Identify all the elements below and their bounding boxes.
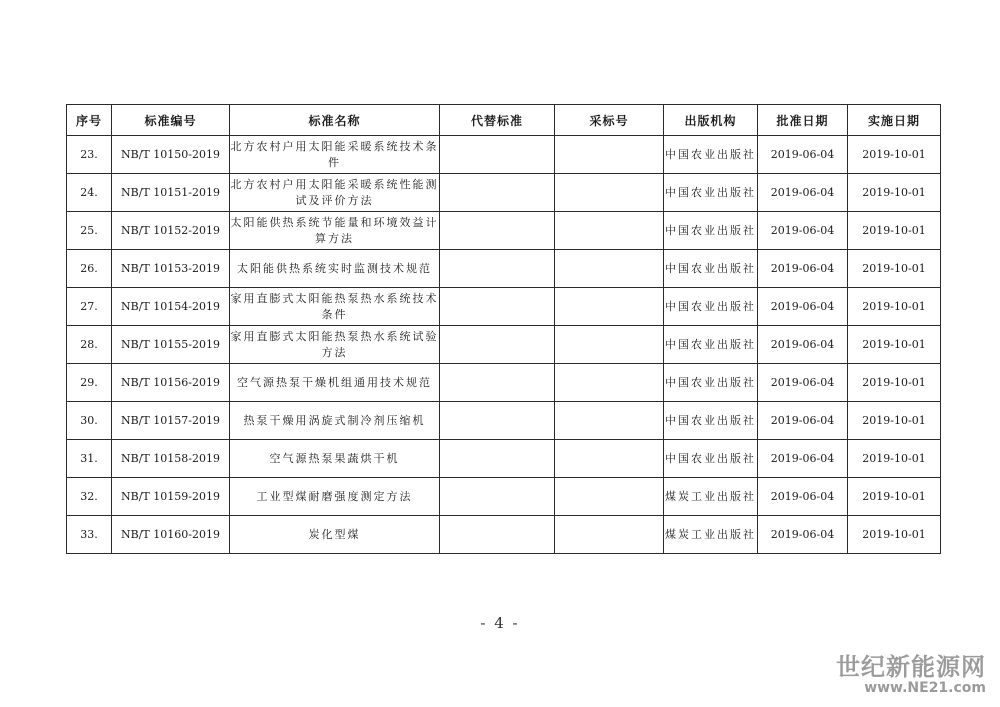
effective-date-cell: 2019-10-01 (848, 478, 941, 516)
serial-cell: 32. (67, 478, 112, 516)
replaces-cell (440, 250, 555, 288)
table-row (67, 326, 941, 364)
code-cell: NB/T 10151-2019 (112, 174, 230, 212)
name-cell: 空气源热泵干燥机组通用技术规范 (230, 364, 440, 402)
publisher-cell: 中国农业出版社 (664, 136, 758, 174)
approved-date-cell: 2019-06-04 (758, 440, 848, 478)
replaces-cell (440, 402, 555, 440)
serial-cell: 33. (67, 516, 112, 554)
adopted-cell (555, 516, 664, 554)
serial-cell: 31. (67, 440, 112, 478)
approved-date-cell: 2019-06-04 (758, 478, 848, 516)
watermark-url: www.NE21.com (864, 680, 986, 696)
table-row (67, 250, 941, 288)
name-cell: 家用直膨式太阳能热泵热水系统技术条件 (230, 288, 440, 326)
code-cell: NB/T 10155-2019 (112, 326, 230, 364)
replaces-cell (440, 212, 555, 250)
publisher-cell: 中国农业出版社 (664, 288, 758, 326)
approved-date-cell: 2019-06-04 (758, 174, 848, 212)
publisher-cell: 中国农业出版社 (664, 250, 758, 288)
effective-date-cell: 2019-10-01 (848, 288, 941, 326)
effective-date-cell: 2019-10-01 (848, 250, 941, 288)
header-adopted: 采标号 (555, 105, 664, 136)
name-cell: 太阳能供热系统实时监测技术规范 (230, 250, 440, 288)
publisher-cell: 中国农业出版社 (664, 402, 758, 440)
effective-date-cell: 2019-10-01 (848, 212, 941, 250)
header-name: 标准名称 (230, 105, 440, 136)
effective-date-cell: 2019-10-01 (848, 326, 941, 364)
replaces-cell (440, 516, 555, 554)
code-cell: NB/T 10156-2019 (112, 364, 230, 402)
adopted-cell (555, 440, 664, 478)
code-cell: NB/T 10150-2019 (112, 136, 230, 174)
effective-date-cell: 2019-10-01 (848, 364, 941, 402)
table-header (67, 105, 941, 136)
name-cell: 炭化型煤 (230, 516, 440, 554)
replaces-cell (440, 326, 555, 364)
publisher-cell: 中国农业出版社 (664, 326, 758, 364)
replaces-cell (440, 364, 555, 402)
table-row (67, 288, 941, 326)
adopted-cell (555, 402, 664, 440)
replaces-cell (440, 478, 555, 516)
code-cell: NB/T 10159-2019 (112, 478, 230, 516)
serial-cell: 23. (67, 136, 112, 174)
name-cell: 工业型煤耐磨强度测定方法 (230, 478, 440, 516)
approved-date-cell: 2019-06-04 (758, 516, 848, 554)
name-cell: 北方农村户用太阳能采暖系统技术条件 (230, 136, 440, 174)
page-number: - 4 - (480, 614, 520, 632)
header-serial: 序号 (67, 105, 112, 136)
approved-date-cell: 2019-06-04 (758, 402, 848, 440)
table-row (67, 478, 941, 516)
header-code: 标准编号 (112, 105, 230, 136)
serial-cell: 29. (67, 364, 112, 402)
code-cell: NB/T 10158-2019 (112, 440, 230, 478)
publisher-cell: 中国农业出版社 (664, 174, 758, 212)
standards-table (66, 104, 941, 554)
code-cell: NB/T 10154-2019 (112, 288, 230, 326)
header-row (67, 105, 941, 136)
table-row (67, 136, 941, 174)
serial-cell: 30. (67, 402, 112, 440)
table-row (67, 174, 941, 212)
effective-date-cell: 2019-10-01 (848, 136, 941, 174)
name-cell: 太阳能供热系统节能量和环境效益计算方法 (230, 212, 440, 250)
adopted-cell (555, 136, 664, 174)
header-replaces: 代替标准 (440, 105, 555, 136)
publisher-cell: 中国农业出版社 (664, 440, 758, 478)
serial-cell: 27. (67, 288, 112, 326)
effective-date-cell: 2019-10-01 (848, 440, 941, 478)
approved-date-cell: 2019-06-04 (758, 212, 848, 250)
header-publisher: 出版机构 (664, 105, 758, 136)
approved-date-cell: 2019-06-04 (758, 136, 848, 174)
publisher-cell: 煤炭工业出版社 (664, 478, 758, 516)
table-row (67, 440, 941, 478)
publisher-cell: 中国农业出版社 (664, 364, 758, 402)
effective-date-cell: 2019-10-01 (848, 402, 941, 440)
name-cell: 北方农村户用太阳能采暖系统性能测试及评价方法 (230, 174, 440, 212)
serial-cell: 24. (67, 174, 112, 212)
replaces-cell (440, 174, 555, 212)
watermark-logo (836, 654, 986, 696)
header-effective: 实施日期 (848, 105, 941, 136)
adopted-cell (555, 478, 664, 516)
adopted-cell (555, 174, 664, 212)
adopted-cell (555, 364, 664, 402)
name-cell: 家用直膨式太阳能热泵热水系统试验方法 (230, 326, 440, 364)
approved-date-cell: 2019-06-04 (758, 250, 848, 288)
effective-date-cell: 2019-10-01 (848, 174, 941, 212)
serial-cell: 26. (67, 250, 112, 288)
serial-cell: 28. (67, 326, 112, 364)
approved-date-cell: 2019-06-04 (758, 288, 848, 326)
approved-date-cell: 2019-06-04 (758, 326, 848, 364)
table-row (67, 516, 941, 554)
table-body (67, 136, 941, 554)
publisher-cell: 中国农业出版社 (664, 212, 758, 250)
adopted-cell (555, 288, 664, 326)
serial-cell: 25. (67, 212, 112, 250)
approved-date-cell: 2019-06-04 (758, 364, 848, 402)
adopted-cell (555, 212, 664, 250)
replaces-cell (440, 288, 555, 326)
table-row (67, 402, 941, 440)
name-cell: 空气源热泵果蔬烘干机 (230, 440, 440, 478)
table-row (67, 364, 941, 402)
replaces-cell (440, 440, 555, 478)
watermark-name: 世纪新能源网 (836, 653, 986, 681)
adopted-cell (555, 250, 664, 288)
publisher-cell: 煤炭工业出版社 (664, 516, 758, 554)
code-cell: NB/T 10153-2019 (112, 250, 230, 288)
header-approved: 批准日期 (758, 105, 848, 136)
effective-date-cell: 2019-10-01 (848, 516, 941, 554)
code-cell: NB/T 10157-2019 (112, 402, 230, 440)
code-cell: NB/T 10152-2019 (112, 212, 230, 250)
adopted-cell (555, 326, 664, 364)
code-cell: NB/T 10160-2019 (112, 516, 230, 554)
name-cell: 热泵干燥用涡旋式制冷剂压缩机 (230, 402, 440, 440)
table-row (67, 212, 941, 250)
replaces-cell (440, 136, 555, 174)
